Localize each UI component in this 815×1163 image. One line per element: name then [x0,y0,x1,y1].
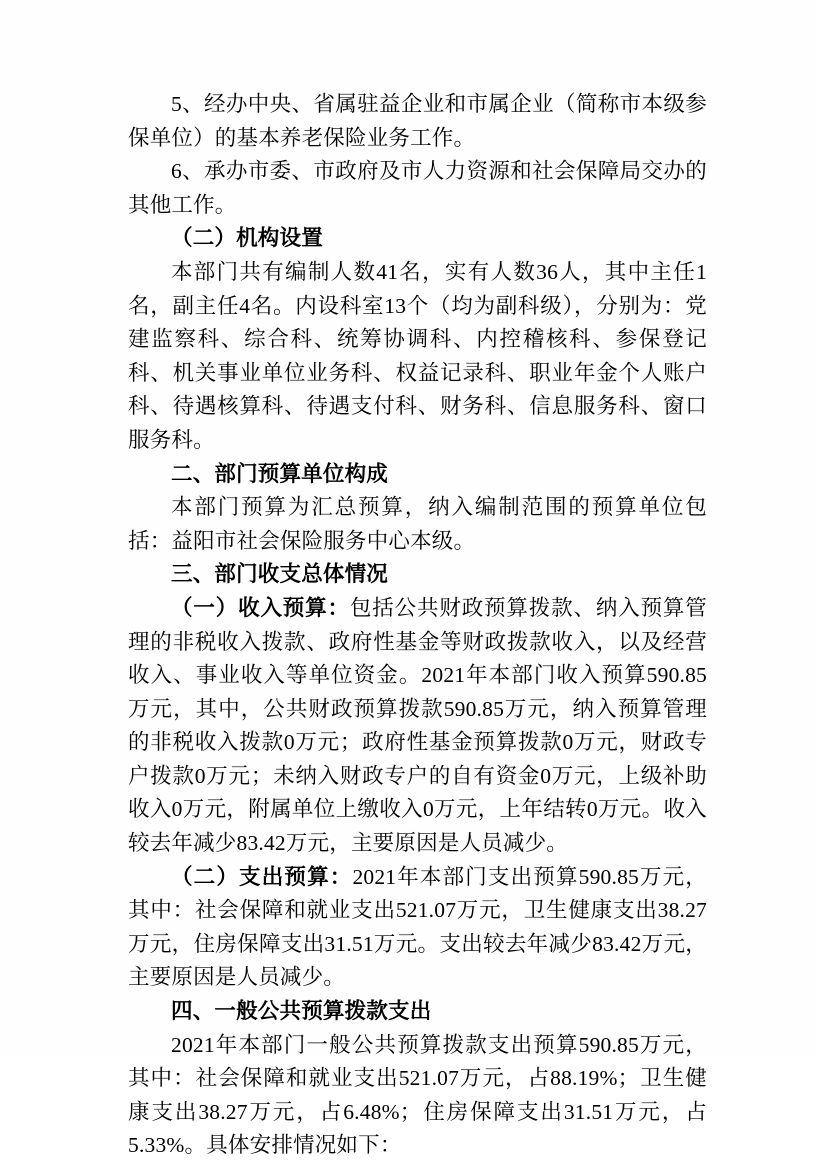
heading-budget-units: 二、部门预算单位构成 [171,461,389,486]
paragraph-expense-budget [128,861,707,995]
paragraph-income-budget [128,592,707,861]
paragraph-general-budget: 2021年本部门一般公共预算拨款支出预算590.85万元，其中：社会保障和就业支出521.07万元，占88.19%；卫生健康支出38.27万元，占6.48%；住房保障支出31.51万元，占5.33%。具体安排情况如下： [128,1032,707,1158]
document-body [128,88,707,1163]
paragraph-item-6: 6、承办市委、市政府及市人力资源和社会保障局交办的其他工作。 [128,159,707,217]
heading-general-public-budget: 四、一般公共预算拨款支出 [171,999,432,1024]
label-income-budget: （一）收入预算： [171,595,350,620]
text-expense-budget: 2021年本部门支出预算590.85万元，其中：社会保障和就业支出521.07万元，卫生健康支出38.27万元，住房保障支出31.51万元。支出较去年减少83.42万元，主要原因是人员减少。 [128,864,708,990]
paragraph-org-setup: 本部门共有编制人数41名，实有人数36人，其中主任1名，副主任4名。内设科室13个（均为副科级），分别为：党建监察科、综合科、统筹协调科、内控稽核科、参保登记科、机关事业单位业务科、权益记录科、职业年金个人账户科、待遇核算科、待遇支付科、财务科、信息服务科、窗口服务科。 [128,259,707,452]
heading-org-setup: （二）机构设置 [171,226,323,251]
heading-overall-revenue-expenditure: 三、部门收支总体情况 [171,562,389,587]
paragraph-item-5: 5、经办中央、省属驻益企业和市属企业（简称市本级参保单位）的基本养老保险业务工作。 [128,92,707,150]
text-income-budget: 包括公共财政预算拨款、纳入预算管理的非税收入拨款、政府性基金等财政拨款收入，以及经营收入、事业收入等单位资金。2021年本部门收入预算590.85万元，其中，公共财政预算拨款590.85万元，纳入预算管理的非税收入拨款0万元；政府性基金预算拨款0万元，财政专户拨款0万元；未纳入财政专户的自有资金0万元，上级补助收入0万元，附属单位上缴收入0万元，上年结转0万元。收入较去年减少83.42万元，主要原因是人员减少。 [128,595,707,856]
paragraph-budget-units: 本部门预算为汇总预算，纳入编制范围的预算单位包括：益阳市社会保险服务中心本级。 [128,495,707,553]
label-expense-budget: （二）支出预算： [171,864,353,889]
